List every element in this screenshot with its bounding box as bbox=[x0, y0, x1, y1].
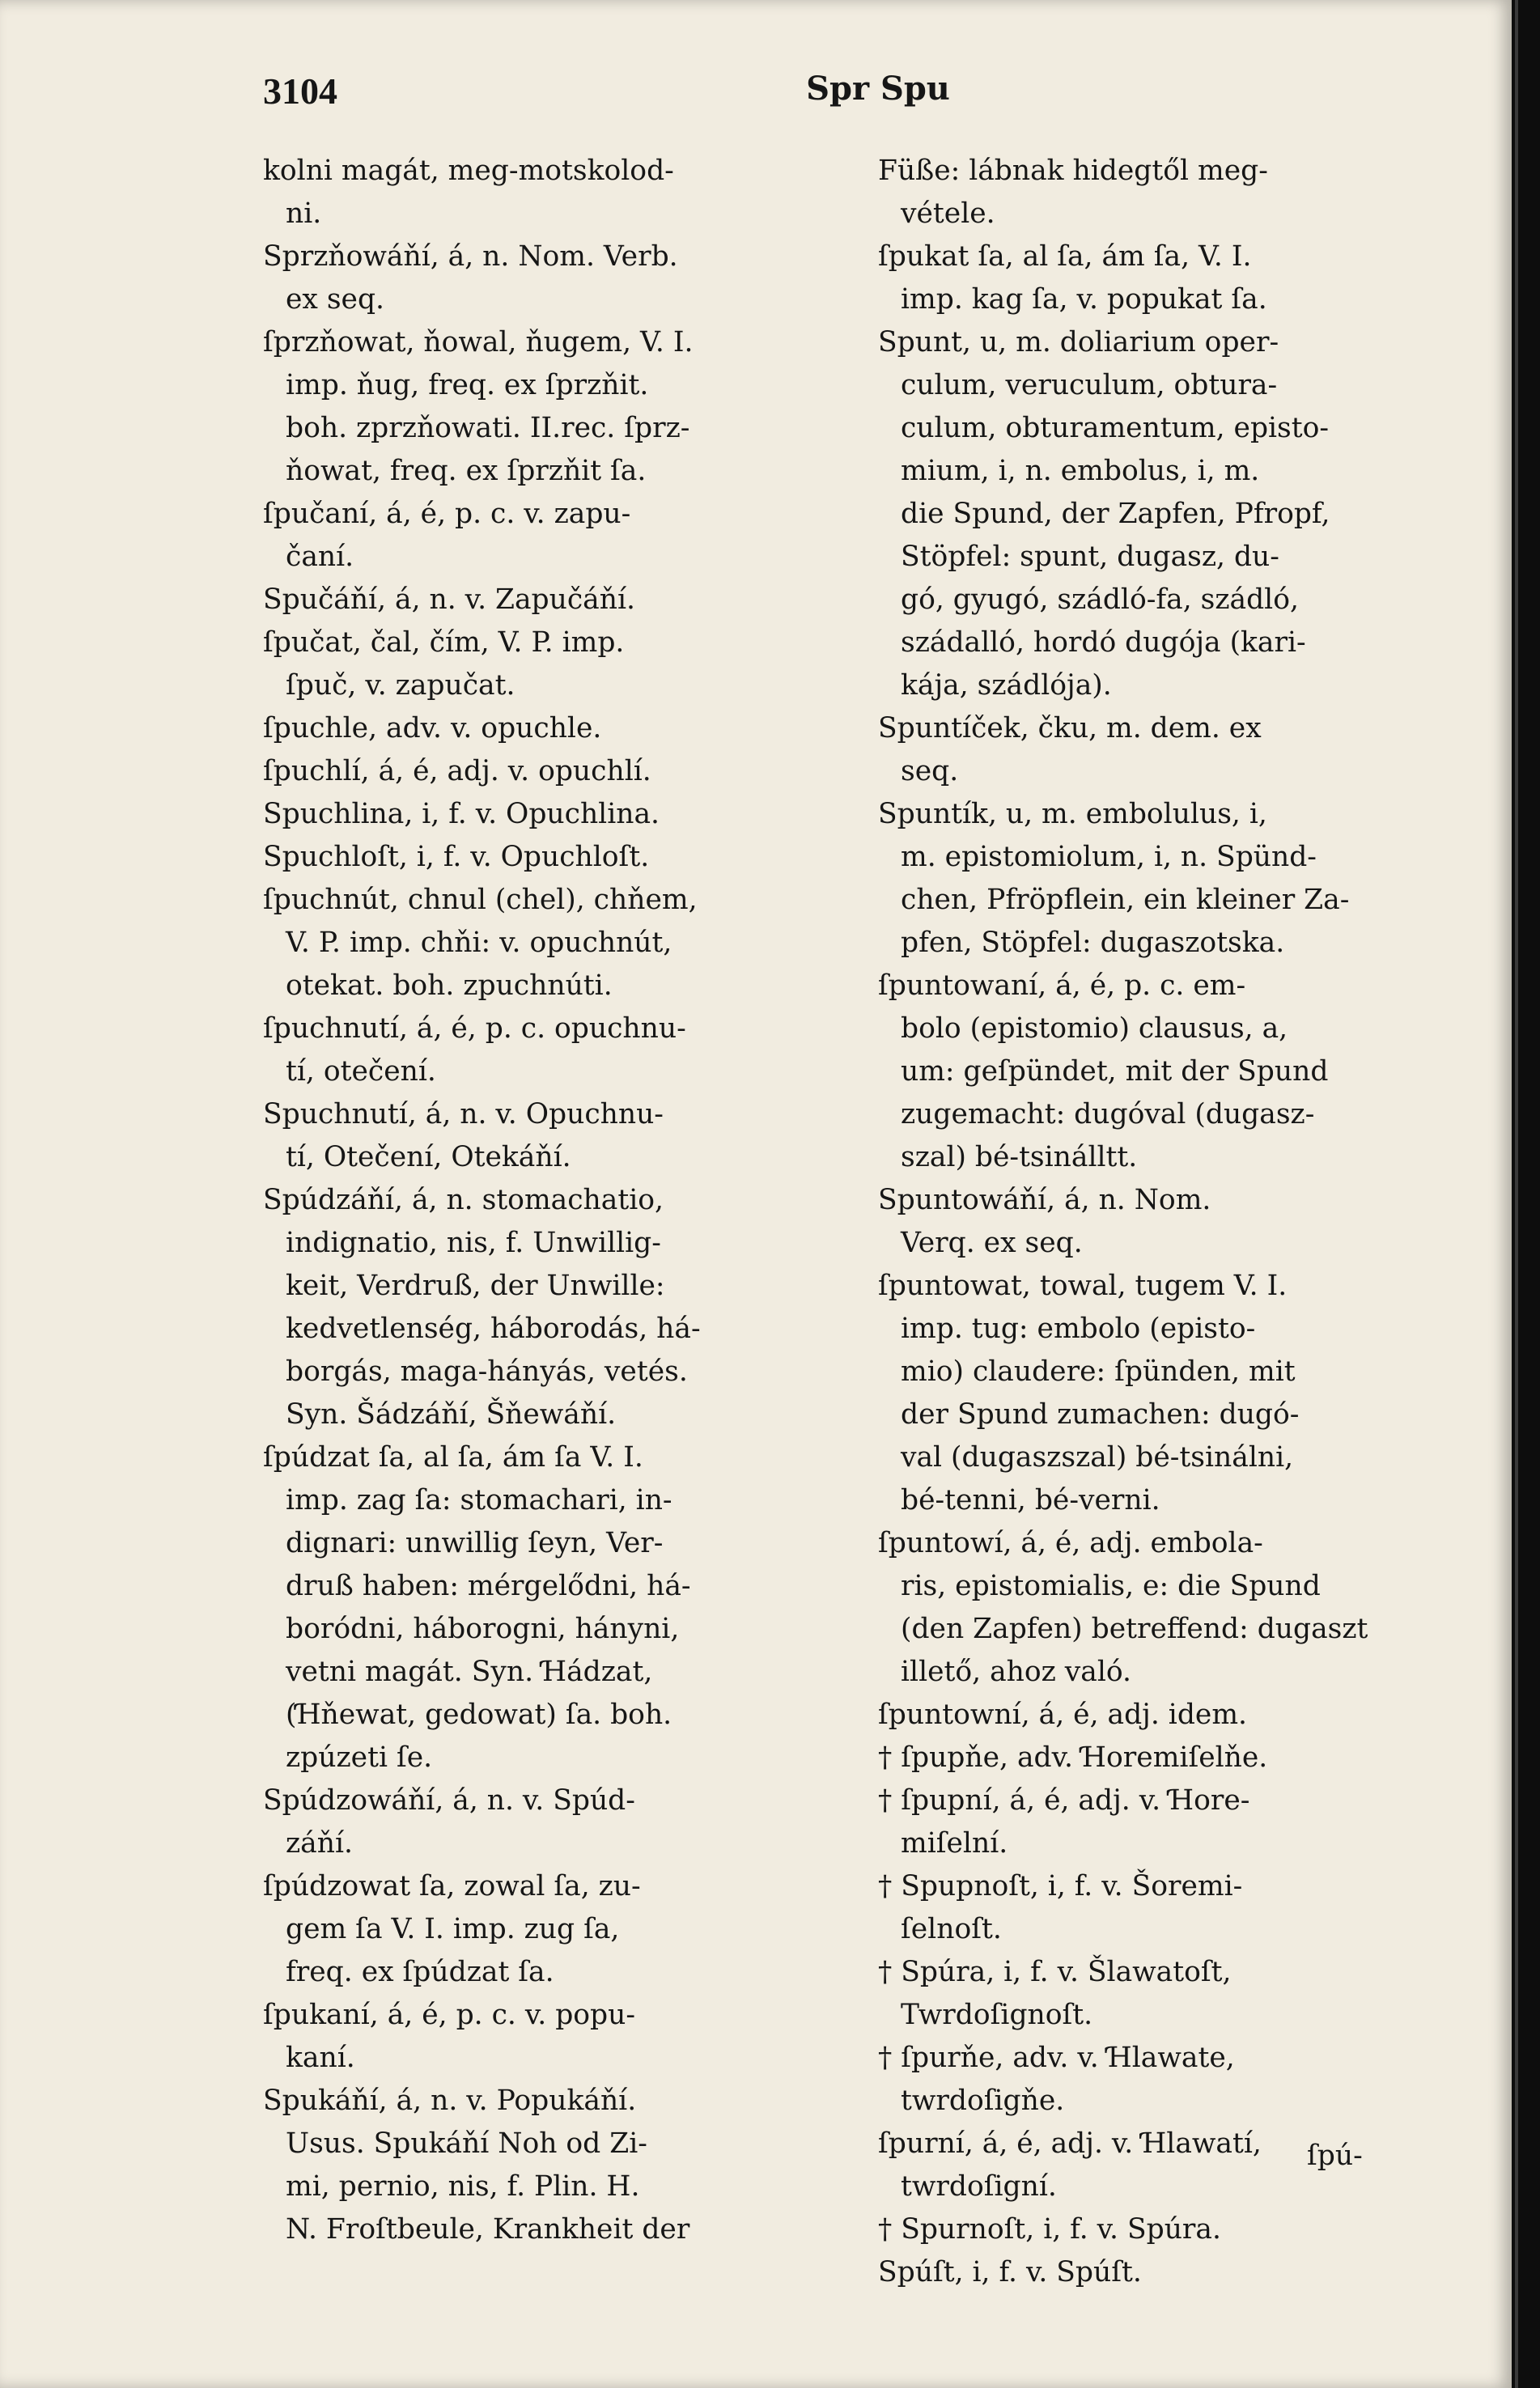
entry-line: bé-tenni, bé-verni. bbox=[901, 1484, 1160, 1516]
entry-line: vetni magát. Syn. Ɦádzat, bbox=[286, 1656, 653, 1688]
entry-line: N. Froſtbeule, Krankheit der bbox=[286, 2213, 690, 2246]
entry-line: culum, obturamentum, episto- bbox=[901, 412, 1330, 444]
entry-line: gó, gyugó, szádló-fa, szádló, bbox=[901, 583, 1299, 616]
entry-line: mium, i, n. embolus, i, m. bbox=[901, 455, 1260, 487]
entry-line: Twrdoſignoſt. bbox=[901, 1999, 1093, 2031]
entry-line: pfen, Stöpfel: dugaszotska. bbox=[901, 927, 1285, 959]
entry-line: vétele. bbox=[901, 197, 995, 230]
entry-line: Spuntíček, čku, m. dem. ex bbox=[878, 712, 1262, 744]
entry-line: Spučáňí, á, n. v. Zapučáňí. bbox=[263, 583, 635, 616]
entry-line: imp. kag ſa, v. popukat ſa. bbox=[901, 283, 1267, 316]
catchword: ſpú- bbox=[1307, 2140, 1363, 2172]
entry-line: kája, szádlója). bbox=[901, 669, 1112, 702]
entry-line: čaní. bbox=[286, 541, 354, 573]
entry-line: ſpurní, á, é, adj. v. Ɦlawatí, bbox=[878, 2127, 1262, 2160]
entry-line: Spuchlina, i, f. v. Opuchlina. bbox=[263, 798, 660, 830]
entry-line: ſpuntowat, towal, tugem V. I. bbox=[878, 1270, 1288, 1302]
entry-line: ſelnoſt. bbox=[901, 1913, 1002, 1945]
entry-line: Spukáňí, á, n. v. Popukáňí. bbox=[263, 2085, 637, 2117]
entry-line: culum, veruculum, obtura- bbox=[901, 369, 1278, 401]
entry-line: ſprzňowat, ňowal, ňugem, V. I. bbox=[263, 326, 694, 358]
entry-line: die Spund, der Zapfen, Pfropf, bbox=[901, 498, 1330, 530]
entry-line: Spuchnutí, á, n. v. Opuchnu- bbox=[263, 1098, 664, 1130]
entry-line: Syn. Šádzáňí, Šňewáňí. bbox=[286, 1398, 617, 1431]
entry-line: ſpuntowní, á, é, adj. idem. bbox=[878, 1699, 1247, 1731]
entry-line: Sprzňowáňí, á, n. Nom. Verb. bbox=[263, 240, 678, 273]
entry-line: Spúdzowáňí, á, n. v. Spúd- bbox=[263, 1784, 635, 1817]
entry-line: freq. ex ſpúdzat ſa. bbox=[286, 1956, 554, 1988]
entry-line: Spuntowáňí, á, n. Nom. bbox=[878, 1184, 1211, 1216]
entry-line: zugemacht: dugóval (dugasz- bbox=[901, 1098, 1315, 1130]
running-head: Spr Spu bbox=[806, 70, 950, 108]
entry-line: zpúzeti ſe. bbox=[286, 1741, 433, 1774]
entry-line: indignatio, nis, f. Unwillig- bbox=[286, 1227, 661, 1259]
entry-line: ſpučat, čal, čím, V. P. imp. bbox=[263, 626, 625, 659]
entry-line: ex seq. bbox=[286, 283, 385, 316]
entry-line: gem ſa V. I. imp. zug ſa, bbox=[286, 1913, 620, 1945]
entry-line: ſpuchle, adv. v. opuchle. bbox=[263, 712, 602, 744]
entry-line: Verq. ex seq. bbox=[901, 1227, 1083, 1259]
entry-line: Spuchloſt, i, f. v. Opuchloſt. bbox=[263, 841, 650, 873]
entry-line: † ſpurňe, adv. v. Ɦlawate, bbox=[878, 2042, 1235, 2074]
entry-line: mi, pernio, nis, f. Plin. H. bbox=[286, 2170, 640, 2203]
entry-line: † Spupnoſt, i, f. v. Šoremi- bbox=[878, 1870, 1243, 1902]
entry-line: Stöpfel: spunt, dugasz, du- bbox=[901, 541, 1279, 573]
entry-line: szádalló, hordó dugója (kari- bbox=[901, 626, 1306, 659]
entry-line: kaní. bbox=[286, 2042, 355, 2074]
entry-line: tí, otečení. bbox=[286, 1055, 436, 1088]
entry-line: druß haben: mérgelődni, há- bbox=[286, 1570, 691, 1602]
entry-line: boródni, háborogni, hányni, bbox=[286, 1613, 680, 1645]
entry-line: miſelní. bbox=[901, 1827, 1008, 1860]
entry-line: Spuntík, u, m. embolulus, i, bbox=[878, 798, 1267, 830]
entry-line: ſpuchnút, chnul (chel), chňem, bbox=[263, 884, 698, 916]
entry-line: † Spurnoſt, i, f. v. Spúra. bbox=[878, 2213, 1221, 2246]
entry-line: imp. tug: embolo (episto- bbox=[901, 1313, 1256, 1345]
entry-line: mio) claudere: ſpünden, mit bbox=[901, 1355, 1296, 1388]
entry-line: (Ɦňewat, gedowat) ſa. boh. bbox=[286, 1699, 672, 1731]
page-number: 3104 bbox=[263, 70, 337, 112]
entry-line: ſpukat ſa, al ſa, ám ſa, V. I. bbox=[878, 240, 1252, 273]
entry-line: ſpúdzat ſa, al ſa, ám ſa V. I. bbox=[263, 1441, 643, 1474]
entry-line: twrdoſigní. bbox=[901, 2170, 1057, 2203]
entry-line: † ſpupní, á, é, adj. v. Ɦore- bbox=[878, 1784, 1250, 1817]
entry-line: záňí. bbox=[286, 1827, 353, 1860]
entry-line: Füße: lábnak hidegtől meg- bbox=[878, 155, 1268, 187]
entry-line: dignari: unwillig ſeyn, Ver- bbox=[286, 1527, 664, 1559]
entry-line: tí, Otečení, Otekáňí. bbox=[286, 1141, 571, 1173]
entry-line: imp. ňug, freq. ex ſprzňit. bbox=[286, 369, 649, 401]
entry-line: um: geſpündet, mit der Spund bbox=[901, 1055, 1329, 1088]
entry-line: imp. zag ſa: stomachari, in- bbox=[286, 1484, 672, 1516]
entry-line: borgás, maga-hányás, vetés. bbox=[286, 1355, 688, 1388]
entry-line: ſpučaní, á, é, p. c. v. zapu- bbox=[263, 498, 631, 530]
entry-line: ňowat, freq. ex ſprzňit ſa. bbox=[286, 455, 647, 487]
entry-line: † Spúra, i, f. v. Šlawatoſt, bbox=[878, 1956, 1232, 1988]
entry-line: chen, Pfröpflein, ein kleiner Za- bbox=[901, 884, 1350, 916]
entry-line: (den Zapfen) betreffend: dugaszt bbox=[901, 1613, 1368, 1645]
entry-line: keit, Verdruß, der Unwille: bbox=[286, 1270, 665, 1302]
entry-line: † ſpupňe, adv. Ɦoremiſelňe. bbox=[878, 1741, 1268, 1774]
entry-line: ſpuchlí, á, é, adj. v. opuchlí. bbox=[263, 755, 651, 787]
entry-line: seq. bbox=[901, 755, 959, 787]
entry-line: Spúdzáňí, á, n. stomachatio, bbox=[263, 1184, 664, 1216]
entry-line: Spúſt, i, f. v. Spúſt. bbox=[878, 2256, 1142, 2288]
entry-line: kolni magát, meg-motskolod- bbox=[263, 155, 674, 187]
entry-line: illető, ahoz való. bbox=[901, 1656, 1132, 1688]
entry-line: ris, epistomialis, e: die Spund bbox=[901, 1570, 1321, 1602]
page-header bbox=[263, 70, 1445, 118]
entry-line: boh. zprzňowati. II.rec. ſprz- bbox=[286, 412, 690, 444]
entry-line: ſpuchnutí, á, é, p. c. opuchnu- bbox=[263, 1012, 686, 1045]
entry-line: der Spund zumachen: dugó- bbox=[901, 1398, 1300, 1431]
entry-line: otekat. boh. zpuchnúti. bbox=[286, 969, 613, 1002]
entry-line: ſpuntowí, á, é, adj. embola- bbox=[878, 1527, 1263, 1559]
entry-line: val (dugaszszal) bé-tsinálni, bbox=[901, 1441, 1294, 1474]
entry-line: Spunt, u, m. doliarium oper- bbox=[878, 326, 1279, 358]
entry-line: ſpuč, v. zapučat. bbox=[286, 669, 515, 702]
entry-line: twrdoſigňe. bbox=[901, 2085, 1065, 2117]
right-column bbox=[878, 150, 1445, 2294]
left-column bbox=[263, 150, 829, 2251]
entry-line: bolo (epistomio) clausus, a, bbox=[901, 1012, 1288, 1045]
entry-line: ſpukaní, á, é, p. c. v. popu- bbox=[263, 1999, 636, 2031]
page-edge-line bbox=[1515, 0, 1518, 2388]
entry-line: ſpuntowaní, á, é, p. c. em- bbox=[878, 969, 1246, 1002]
entry-line: Usus. Spukáňí Noh od Zi- bbox=[286, 2127, 647, 2160]
entry-line: V. P. imp. chňi: v. opuchnút, bbox=[286, 927, 672, 959]
entry-line: kedvetlenség, háborodás, há- bbox=[286, 1313, 701, 1345]
entry-line: szal) bé-tsinálltt. bbox=[901, 1141, 1138, 1173]
entry-line: ſpúdzowat ſa, zowal ſa, zu- bbox=[263, 1870, 641, 1902]
entry-line: m. epistomiolum, i, n. Spünd- bbox=[901, 841, 1317, 873]
entry-line: ni. bbox=[286, 197, 322, 230]
